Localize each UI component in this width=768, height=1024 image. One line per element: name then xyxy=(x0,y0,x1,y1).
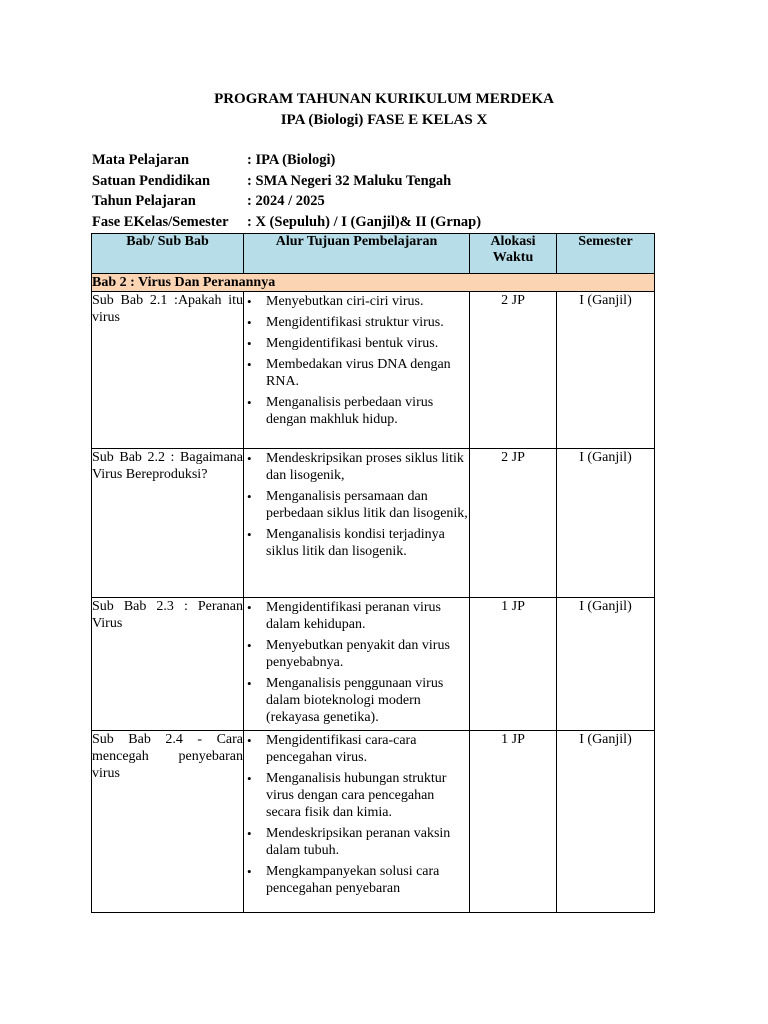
goal-item: • Menyebutkan ciri-ciri virus. xyxy=(244,292,469,310)
goals-cell xyxy=(244,449,470,598)
goal-list xyxy=(244,731,469,897)
table-row xyxy=(92,598,655,731)
goal-item: • Mengidentifikasi bentuk virus. xyxy=(244,334,469,352)
goal-item: • Mengidentifikasi peranan virus dalam kehidupan. xyxy=(244,598,469,633)
table-row xyxy=(92,449,655,598)
table-row xyxy=(92,731,655,913)
header-time xyxy=(470,234,557,274)
goal-list xyxy=(244,292,469,428)
sub-chapter: Sub Bab 2.3 : Peranan Virus xyxy=(92,598,244,731)
header-goals: Alur Tujuan Pembelajaran xyxy=(244,234,470,274)
sub-chapter: Sub Bab 2.1 :Apakah itu virus xyxy=(92,292,244,449)
meta-row-school xyxy=(92,171,481,192)
semester-value: I (Ganjil) xyxy=(557,292,655,449)
goal-item: • Membedakan virus DNA dengan RNA. xyxy=(244,355,469,390)
meta-label: Tahun Pelajaran xyxy=(92,193,196,209)
table-row xyxy=(92,292,655,449)
header-time-label: Alokasi Waktu xyxy=(490,234,536,265)
document-subtitle: IPA (Biologi) FASE E KELAS X xyxy=(280,112,488,128)
goal-item: • Mendeskripsikan peranan vaksin dalam tubuh. xyxy=(244,824,469,859)
goal-item: • Mengidentifikasi cara-cara pencegahan virus. xyxy=(244,731,469,766)
metadata-block xyxy=(92,150,481,232)
goal-item: • Menyebutkan penyakit dan virus penyebabnya. xyxy=(244,636,469,671)
time-allocation: 2 JP xyxy=(470,449,557,598)
time-allocation: 1 JP xyxy=(470,731,557,913)
chapter-title: Bab 2 : Virus Dan Peranannya xyxy=(92,274,655,292)
goal-item: • Menganalisis persamaan dan perbedaan siklus litik dan lisogenik, xyxy=(244,487,469,522)
semester-value: I (Ganjil) xyxy=(557,449,655,598)
chapter-row xyxy=(92,274,655,292)
goal-item: • Menganalisis penggunaan virus dalam bioteknologi modern (rekayasa genetika). xyxy=(244,674,469,726)
goal-list xyxy=(244,449,469,560)
goal-item: • Menganalisis perbedaan virus dengan makhluk hidup. xyxy=(244,393,469,428)
meta-label: Satuan Pendidikan xyxy=(92,172,211,189)
meta-row-year xyxy=(92,191,481,212)
goals-cell xyxy=(244,598,470,731)
time-allocation: 1 JP xyxy=(470,598,557,731)
header-semester: Semester xyxy=(557,234,655,274)
table-header-row xyxy=(92,234,655,274)
semester-value: I (Ganjil) xyxy=(557,731,655,913)
goal-item: • Menganalisis hubungan struktur virus dengan cara pencegahan secara fisik dan kimia. xyxy=(244,769,469,821)
meta-label: Mata Pelajaran xyxy=(92,152,190,168)
goal-item: • Menganalisis kondisi terjadinya siklus litik dan lisogenik. xyxy=(244,525,469,560)
program-table xyxy=(91,233,655,913)
goal-item: • Mengidentifikasi struktur virus. xyxy=(244,313,469,331)
semester-value: I (Ganjil) xyxy=(557,598,655,731)
header-chapter: Bab/ Sub Bab xyxy=(92,234,244,274)
goals-cell xyxy=(244,731,470,913)
goal-item: • Mendeskripsikan proses siklus litik dan lisogenik, xyxy=(244,449,469,484)
meta-value: : SMA Negeri 32 Maluku Tengah xyxy=(247,172,452,189)
meta-label: Fase EKelas/Semester xyxy=(92,213,229,230)
meta-value: : 2024 / 2025 xyxy=(247,193,325,209)
meta-value: : X (Sepuluh) / I (Ganjil)& II (Grnap) xyxy=(247,213,482,230)
sub-chapter: Sub Bab 2.2 : Bagaimana Virus Bereproduksi? xyxy=(92,449,244,598)
goal-item: • Mengkampanyekan solusi cara pencegahan penyebaran xyxy=(244,862,469,897)
goal-list xyxy=(244,598,469,726)
document-title: PROGRAM TAHUNAN KURIKULUM MERDEKA xyxy=(214,91,554,107)
meta-row-subject xyxy=(92,150,481,171)
goals-cell xyxy=(244,292,470,449)
meta-value: : IPA (Biologi) xyxy=(247,152,336,168)
time-allocation: 2 JP xyxy=(470,292,557,449)
sub-chapter: Sub Bab 2.4 - Cara mencegah penyebaran virus xyxy=(92,731,244,913)
meta-row-phase xyxy=(92,212,481,233)
